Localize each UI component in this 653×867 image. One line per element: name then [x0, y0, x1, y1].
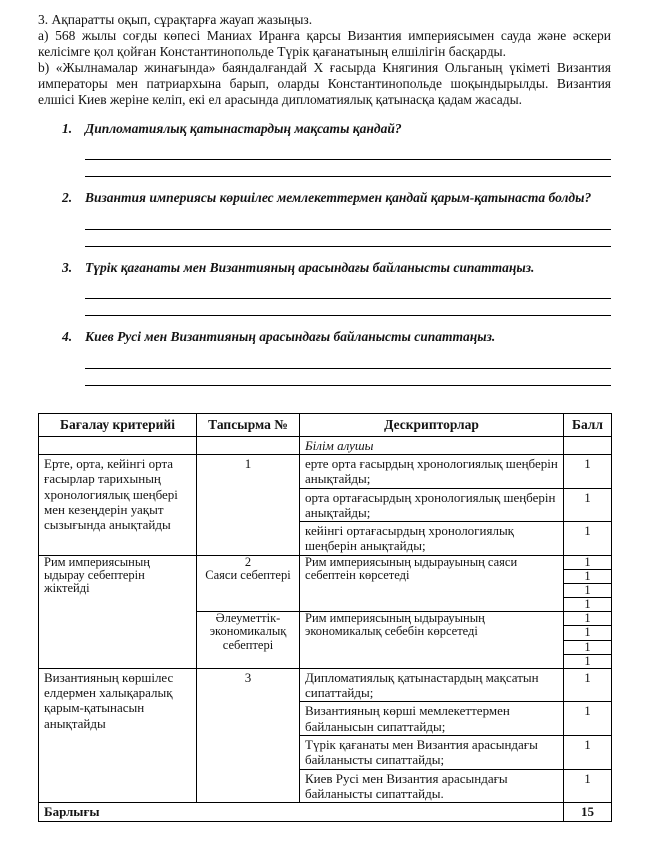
header-criteria: Бағалау критерийі — [39, 413, 197, 436]
answer-line — [85, 369, 611, 386]
question-number: 4. — [62, 329, 73, 345]
score-cell: 1 — [564, 654, 612, 668]
score-cell: 1 — [564, 668, 612, 702]
descriptor-cell: Рим империясының ыдырауының саяси себептеін көрсетеді — [300, 555, 564, 612]
answer-line — [85, 143, 611, 160]
table-header-row — [39, 413, 612, 436]
score-cell: 1 — [564, 569, 612, 583]
score-cell: 1 — [564, 584, 612, 598]
descriptor-cell: кейінгі ортағасырдың хронологиялық шеңберін анықтайды; — [300, 522, 564, 556]
descriptor-cell: Түрік қағанаты мен Византия арасындағы байланысты сипаттайды; — [300, 736, 564, 770]
subheader-learner: Білім алушы — [300, 436, 564, 454]
total-label: Барлығы — [39, 803, 564, 821]
descriptor-cell: Рим империясының ыдырауының экономикалық себебін көрсетеді — [300, 612, 564, 669]
score-cell: 1 — [564, 488, 612, 522]
answer-line — [85, 230, 611, 247]
score-cell: 1 — [564, 769, 612, 803]
score-cell: 1 — [564, 736, 612, 770]
score-cell: 1 — [564, 612, 612, 626]
table-row — [39, 668, 612, 702]
paragraph-b: b) «Жылнамалар жинағында» баяндалғандай X ғасырда Княгиния Ольганың үкіметі Византия императоры мен патриархына барып, оларды Константинопольде шоқындырылды. Византия елшісі Киев жеріне келіп, екі ел арасында дипломатиялық қатынасқа қадам жасады. — [38, 59, 611, 107]
answer-area-3 — [85, 282, 611, 316]
table-total-row — [39, 803, 612, 821]
descriptor-cell: Киев Русі мен Византия арасындағы байланысты сипаттайды. — [300, 769, 564, 803]
question-text: Дипломатиялық қатынастардың мақсаты қандай? — [85, 120, 402, 136]
criteria-cell-3: Византияның көршілес елдермен халықаралық қарым-қатынасын анықтайды — [39, 668, 197, 803]
task-heading: 3. Ақпаратты оқып, сұрақтарға жауап жазыңыз. — [38, 12, 313, 27]
score-cell: 1 — [564, 522, 612, 556]
question-number: 3. — [62, 259, 73, 275]
criteria-cell-2: Рим империясының ыдырау себептерін жіктейді — [39, 555, 197, 668]
descriptor-cell: орта ортағасырдың хронологиялық шеңберін анықтайды; — [300, 488, 564, 522]
subheader-empty-cell — [564, 436, 612, 454]
total-score: 15 — [564, 803, 612, 821]
question-text: Византия империясы көршілес мемлекеттермен қандай қарым-қатынаста болды? — [85, 190, 592, 206]
task-number: 2 — [244, 555, 252, 569]
descriptor-cell: ерте орта ғасырдың хронологиялық шеңберін анықтайды; — [300, 454, 564, 488]
answer-area-4 — [85, 352, 611, 386]
score-cell: 1 — [564, 555, 612, 569]
task-cell-1: 1 — [197, 454, 300, 555]
answer-line — [85, 160, 611, 177]
score-cell: 1 — [564, 640, 612, 654]
descriptor-cell: Византияның көрші мемлекеттермен байланысын сипаттайды; — [300, 702, 564, 736]
answer-area-1 — [85, 143, 611, 177]
question-2 — [62, 190, 611, 206]
score-cell: 1 — [564, 702, 612, 736]
task-cell-3: 3 — [197, 668, 300, 803]
table-row — [39, 555, 612, 569]
task-cell-2-political — [197, 555, 300, 612]
header-descriptors: Дескрипторлар — [300, 413, 564, 436]
answer-line — [85, 352, 611, 369]
score-cell: 1 — [564, 598, 612, 612]
score-cell: 1 — [564, 626, 612, 640]
subheader-empty-cell — [197, 436, 300, 454]
table-row — [39, 454, 612, 488]
header-task-number: Тапсырма № — [197, 413, 300, 436]
descriptor-cell: Дипломатиялық қатынастардың мақсатын сипаттайды; — [300, 668, 564, 702]
task-cell-2-economic: Әлеуметтік-экономикалық себептері — [197, 612, 300, 669]
question-1 — [62, 121, 611, 137]
question-text: Түрік қағанаты мен Византияның арасындағы байланысты сипаттаңыз. — [85, 259, 535, 275]
answer-line — [85, 213, 611, 230]
paragraph-a: a) 568 жылы соғды көпесі Маниах Иранға қарсы Византия империясымен сауда және әскери келісімге қол қойған Константинопольде Түрік қағанатының елшілігін басқарды. — [38, 27, 611, 59]
question-number: 1. — [62, 120, 73, 136]
score-cell: 1 — [564, 454, 612, 488]
header-score: Балл — [564, 413, 612, 436]
answer-line — [85, 282, 611, 299]
question-number: 2. — [62, 190, 73, 206]
criteria-cell-1: Ерте, орта, кейінгі орта ғасырлар тарихының хронологиялық шеңбері мен кезеңдерін уақыт сызығында анықтайды — [39, 454, 197, 555]
question-4 — [62, 329, 611, 345]
question-3 — [62, 260, 611, 276]
assessment-rubric-table — [38, 413, 612, 822]
subheader-empty-cell — [39, 436, 197, 454]
task-sublabel: Саяси себептері — [205, 567, 291, 582]
question-text: Киев Русі мен Византияның арасындағы байланысты сипаттаңыз. — [85, 329, 496, 345]
table-subheader-row — [39, 436, 612, 454]
answer-area-2 — [85, 213, 611, 247]
answer-line — [85, 299, 611, 316]
